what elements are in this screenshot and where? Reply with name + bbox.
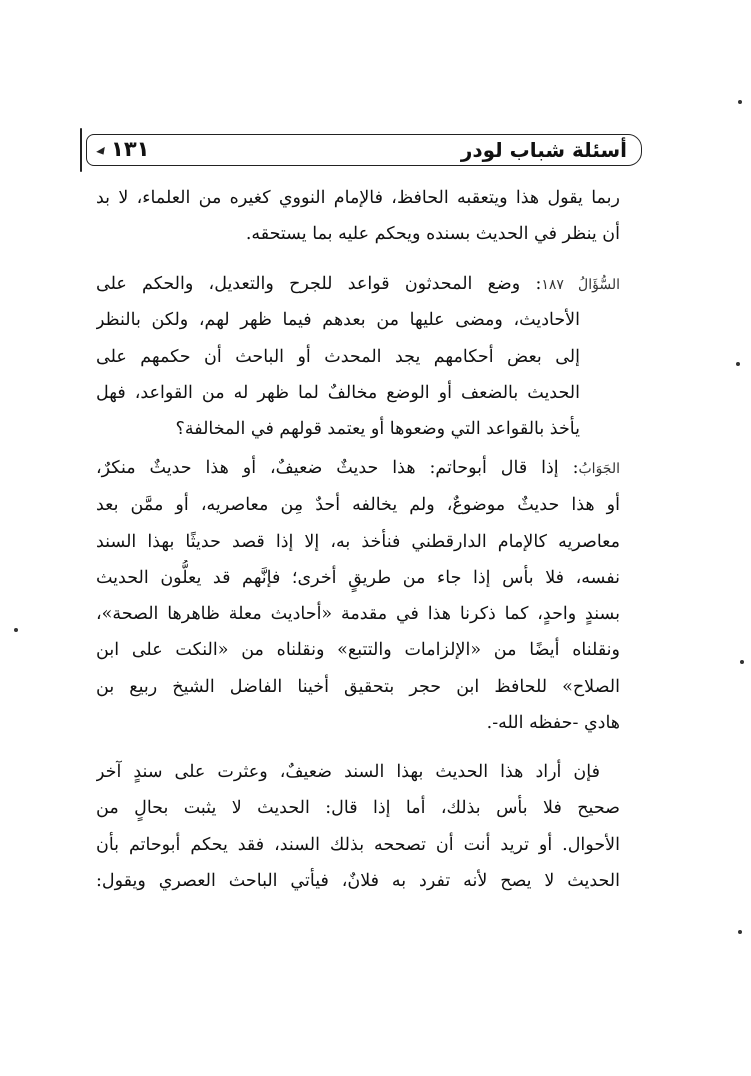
- text-line: يأخذ بالقواعد التي وضعوها أو يعتمد قولهم في المخالفة؟: [175, 419, 580, 440]
- question-block: [96, 266, 620, 303]
- page-header: [86, 134, 642, 166]
- answer-block: [96, 450, 620, 741]
- text-line: صحيح فلا بأس بذلك، أما إذا قال: الحديث لا يثبت بحالٍ من: [96, 798, 620, 819]
- question-label: السُّؤَالُ ١٨٧: [541, 277, 620, 293]
- question-body: [96, 302, 620, 447]
- page-corner-ornament: [96, 147, 108, 157]
- text-line: ربما يقول هذا ويتعقبه الحافظ، فالإمام النووي كغيره من العلماء، لا بد: [96, 188, 620, 208]
- question-text-start: : وضع المحدثون قواعد للجرح والتعديل، والحكم على: [96, 274, 542, 294]
- text-line: ونقلناه أيضًا من «الإلزامات والتتبع» ونقلناه من «النكت على ابن: [96, 640, 620, 661]
- margin-speck: [738, 930, 742, 934]
- answer-label: الجَوَابُ: [578, 461, 620, 477]
- margin-speck: [738, 100, 742, 104]
- final-paragraph: [96, 754, 620, 899]
- question-first-line: [96, 266, 620, 303]
- margin-speck: [14, 628, 18, 632]
- text-line: إلى بعض أحكامهم يجد المحدث أو الباحث أن حكمهم على: [96, 346, 580, 367]
- text-line: نفسه، فلا بأس إذا جاء من طريقٍ أخرى؛ فإنَّهم قد يعلُّون الحديث: [96, 567, 620, 588]
- text-line: هادي -حفظه الله-.: [486, 713, 620, 734]
- page-number: ١٣١: [111, 137, 150, 161]
- header-left-bar: [80, 128, 82, 172]
- answer-first-line: [96, 450, 620, 487]
- text-line: الحديث بالضعف أو الوضع مخالفٌ لما ظهر له من القواعد، فهل: [96, 382, 580, 403]
- text-line: الصلاح» للحافظ ابن حجر بتحقيق أخينا الفاضل الشيخ ربيع بن: [96, 676, 620, 697]
- text-line: الحديث لا يصح لأنه تفرد به فلانٌ، فيأتي الباحث العصري ويقول:: [96, 870, 620, 891]
- intro-paragraph: [96, 180, 620, 253]
- text-line: الأحاديث، ومضى عليها من بعدهم فيما ظهر لهم، ولكن بالنظر: [96, 310, 580, 331]
- text-line: أو هذا حديثٌ موضوعٌ، ولم يخالفه أحدٌ مِن معاصريه، أو ممَّن بعد: [96, 495, 620, 516]
- margin-speck: [736, 362, 740, 366]
- margin-speck: [740, 660, 744, 664]
- text-line: أن ينظر في الحديث بسنده ويحكم عليه بما يستحقه.: [245, 224, 620, 245]
- answer-text-start: : إذا قال أبوحاتم: هذا حديثٌ ضعيفٌ، أو هذا حديثٌ منكرٌ،: [96, 458, 579, 478]
- text-line: بسندٍ واحدٍ، كما ذكرنا هذا في مقدمة «أحاديث معلة ظاهرها الصحة»،: [96, 604, 620, 625]
- text-line: الأحوال. أو تريد أنت أن تصححه بذلك السند، فقد يحكم أبوحاتم بأن: [96, 834, 620, 855]
- text-line: معاصريه كالإمام الدارقطني فنأخذ به، إلا إذا قصد حديثًا بهذا السند: [96, 531, 620, 552]
- book-title: أسئلة شباب لودر: [460, 138, 627, 162]
- text-line: فإن أراد هذا الحديث بهذا السند ضعيفٌ، وعثرت على سندٍ آخر: [96, 762, 600, 782]
